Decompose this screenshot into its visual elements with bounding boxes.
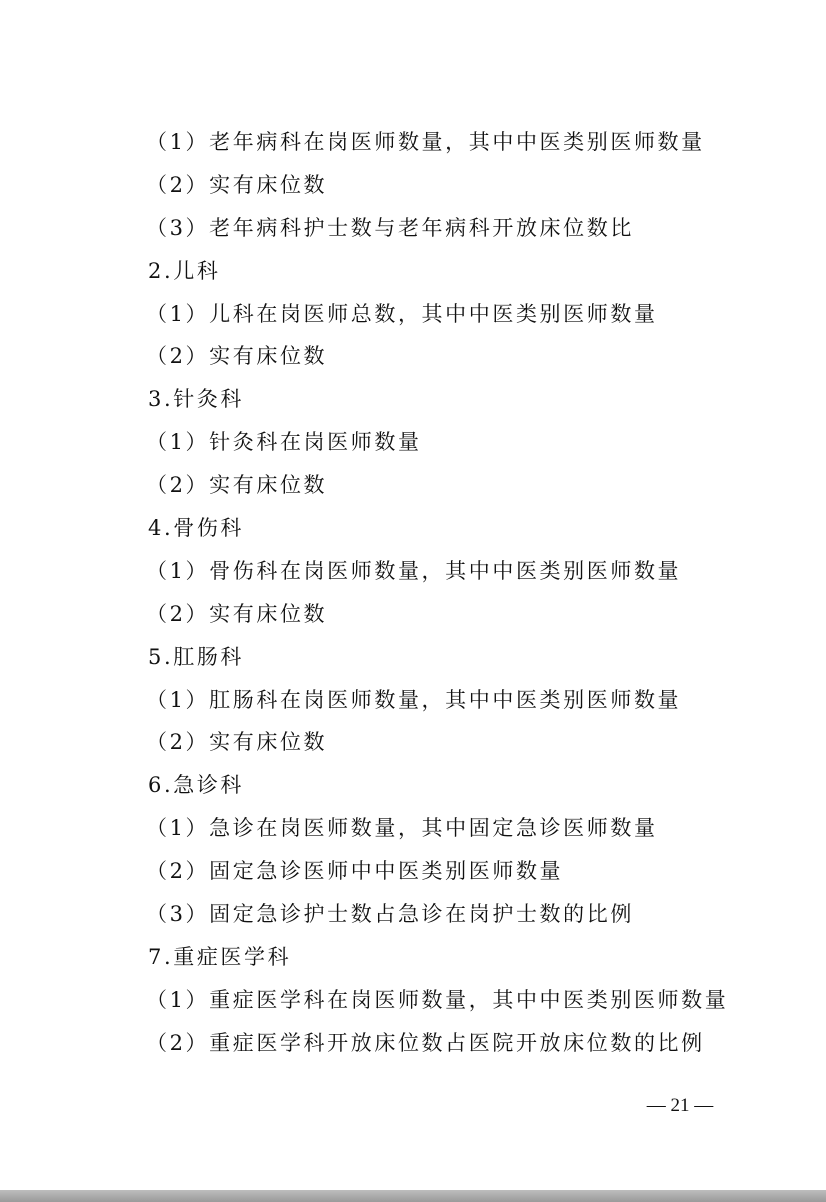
section-heading: 3.针灸科 bbox=[148, 387, 245, 412]
page-bottom-edge bbox=[0, 1190, 826, 1202]
list-item: （2）实有床位数 bbox=[146, 730, 328, 755]
list-item: （2）实有床位数 bbox=[146, 172, 328, 197]
document-body bbox=[146, 121, 766, 1065]
section-heading: 6.急诊科 bbox=[148, 773, 245, 798]
list-item: （2）实有床位数 bbox=[146, 473, 328, 498]
section-heading: 4.骨伤科 bbox=[148, 516, 245, 541]
section-heading: 2.儿科 bbox=[148, 258, 221, 283]
page-number: — 21 — bbox=[646, 1095, 714, 1116]
section-heading: 7.重症医学科 bbox=[148, 944, 292, 969]
list-item: （1）儿科在岗医师总数，其中中医类别医师数量 bbox=[146, 301, 658, 326]
list-item: （1）重症医学科在岗医师数量，其中中医类别医师数量 bbox=[146, 987, 729, 1012]
list-item: （2）固定急诊医师中中医类别医师数量 bbox=[146, 859, 564, 884]
list-item: （1）骨伤科在岗医师数量，其中中医类别医师数量 bbox=[146, 558, 682, 583]
section-heading: 5.肛肠科 bbox=[148, 644, 245, 669]
list-item: （1）老年病科在岗医师数量，其中中医类别医师数量 bbox=[146, 130, 705, 154]
list-item: （2）重症医学科开放床位数占医院开放床位数的比例 bbox=[146, 1030, 705, 1055]
list-item: （2）实有床位数 bbox=[146, 601, 328, 626]
list-item: （1）急诊在岗医师数量，其中固定急诊医师数量 bbox=[146, 816, 658, 841]
list-item: （1）肛肠科在岗医师数量，其中中医类别医师数量 bbox=[146, 687, 682, 712]
list-item: （3）老年病科护士数与老年病科开放床位数比 bbox=[146, 215, 634, 240]
list-item: （3）固定急诊护士数占急诊在岗护士数的比例 bbox=[146, 902, 634, 927]
list-item: （1）针灸科在岗医师数量 bbox=[146, 430, 422, 455]
list-item: （2）实有床位数 bbox=[146, 344, 328, 369]
